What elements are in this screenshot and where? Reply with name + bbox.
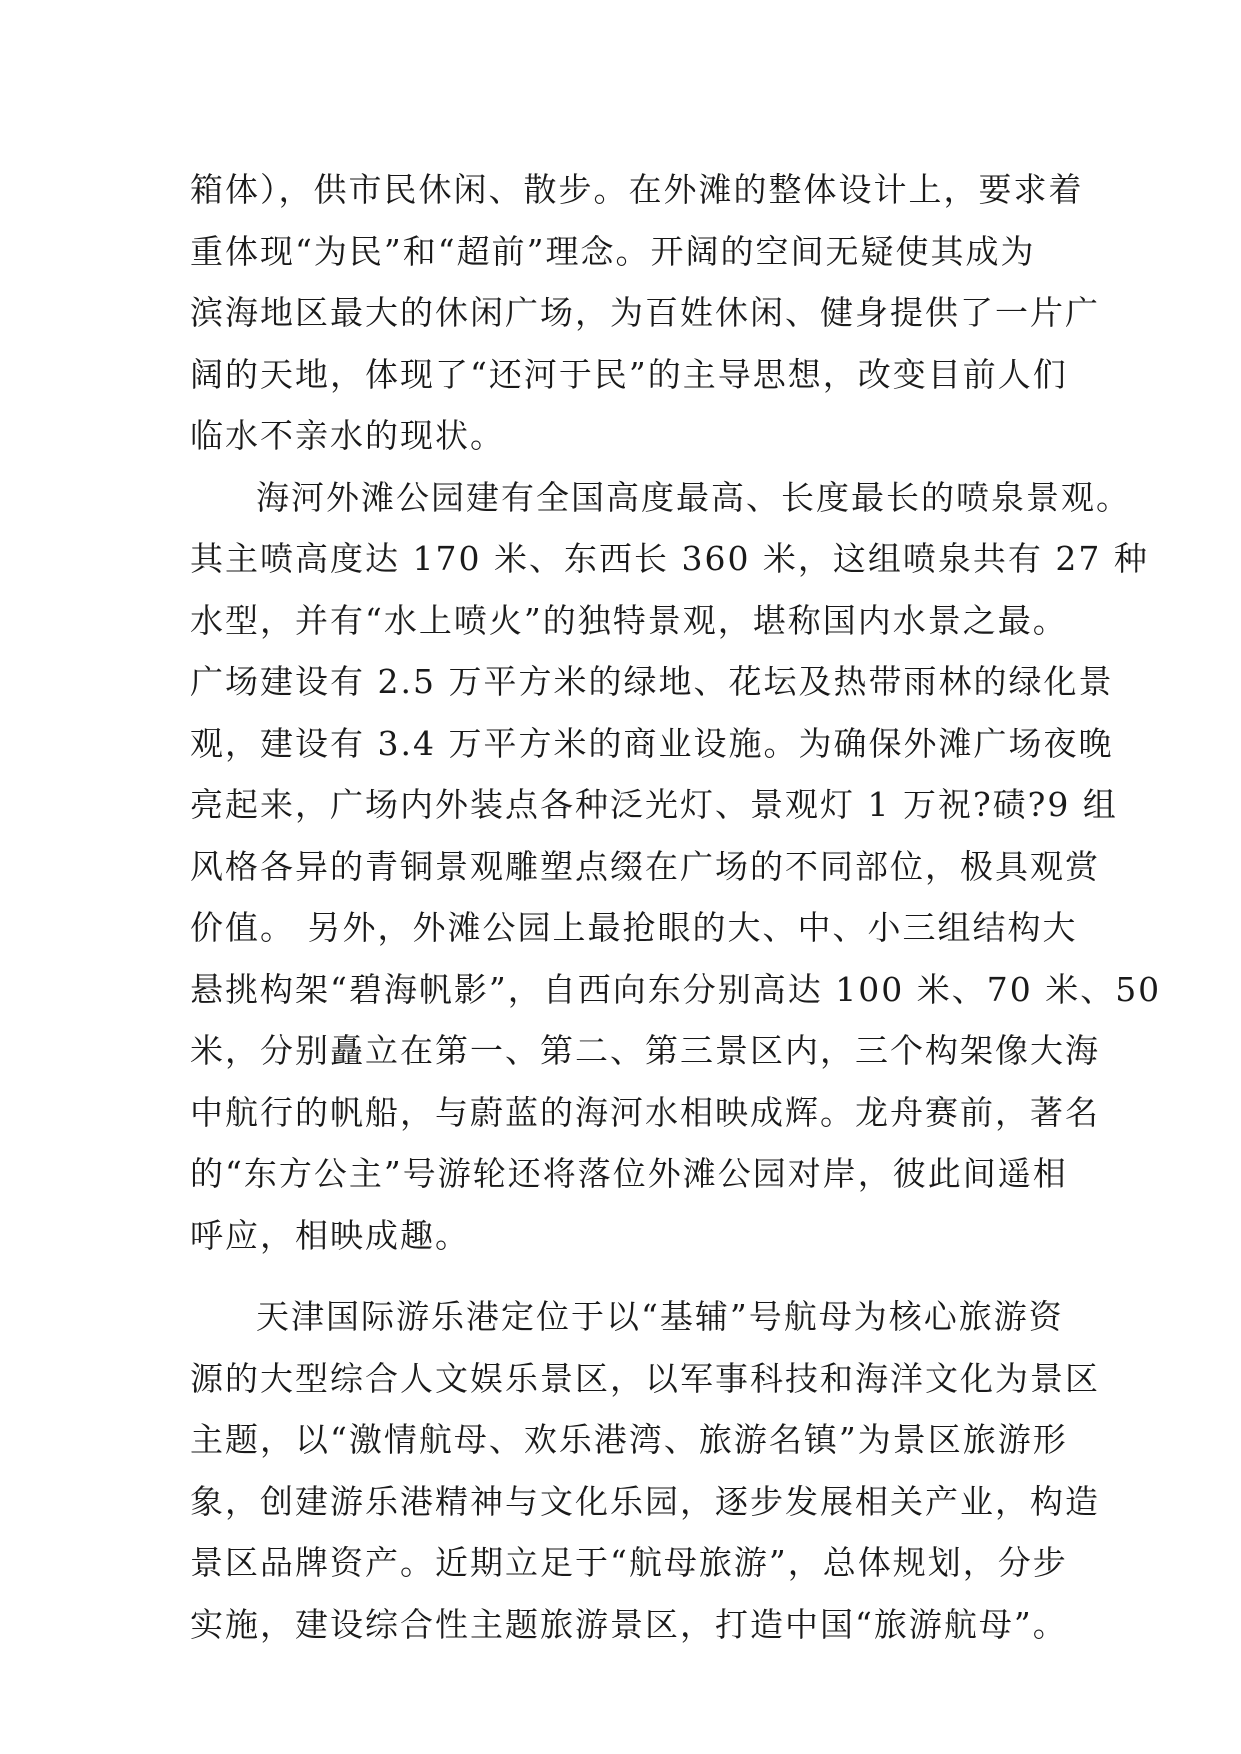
text-line: 重体现“为民”和“超前”理念。开阔的空间无疑使其成为 [190,231,1036,271]
text-line: 悬挑构架“碧海帆影”，自西向东分别高达 100 米、70 米、50 [190,969,1162,1009]
text-line: 价值。 另外，外滩公园上最抢眼的大、中、小三组结构大 [190,908,1078,947]
text-line: 实施，建设综合性主题旅游景区，打造中国“旅游航母”。 [190,1604,1068,1644]
text-line: 广场建设有 2.5 万平方米的绿地、花坛及热带雨林的绿化景 [190,662,1114,701]
text-line: 海河外滩公园建有全国高度最高、长度最长的喷泉景观。 [256,477,1131,517]
text-line: 其主喷高度达 170 米、东西长 360 米，这组喷泉共有 27 种 [190,539,1149,578]
paragraph [190,1286,1100,1655]
text-line: 主题，以“激情航母、欢乐港湾、旅游名镇”为景区旅游形 [190,1420,1068,1459]
text-line: 滨海地区最大的休闲广场，为百姓休闲、健身提供了一片广 [190,293,1100,332]
text-line: 象，创建游乐港精神与文化乐园，逐步发展相关产业，构造 [190,1481,1100,1521]
text-line: 水型，并有“水上喷火”的独特景观，堪称国内水景之最。 [190,600,1068,640]
text-line: 阔的天地，体现了“还河于民”的主导思想，改变目前人们 [190,354,1068,394]
text-line: 米，分别矗立在第一、第二、第三景区内，三个构架像大海 [190,1031,1100,1070]
text-line: 临水不亲水的现状。 [190,416,505,455]
text-line: 箱体），供市民休闲、散步。在外滩的整体设计上，要求着 [190,170,1084,209]
text-line: 呼应，相映成趣。 [190,1215,470,1255]
text-line: 观，建设有 3.4 万平方米的商业设施。为确保外滩广场夜晚 [190,723,1114,763]
text-line: 中航行的帆船，与蔚蓝的海河水相映成辉。龙舟赛前，著名 [190,1092,1100,1132]
text-line: 亮起来，广场内外装点各种泛光灯、景观灯 1 万祝?碛?9 组 [190,785,1118,824]
document-body [190,159,1162,1655]
paragraph-spacer [190,1266,1050,1286]
paragraph [190,159,1100,467]
text-line: 的“东方公主”号游轮还将落位外滩公园对岸，彼此间遥相 [190,1154,1068,1193]
text-line: 天津国际游乐港定位于以“基辅”号航母为核心旅游资 [256,1297,1064,1336]
text-line: 景区品牌资产。近期立足于“航母旅游”，总体规划，分步 [190,1543,1068,1582]
text-line: 风格各异的青铜景观雕塑点缀在广场的不同部位，极具观赏 [190,846,1100,886]
text-line: 源的大型综合人文娱乐景区，以军事科技和海洋文化为景区 [190,1358,1100,1398]
paragraph [190,467,1162,1267]
